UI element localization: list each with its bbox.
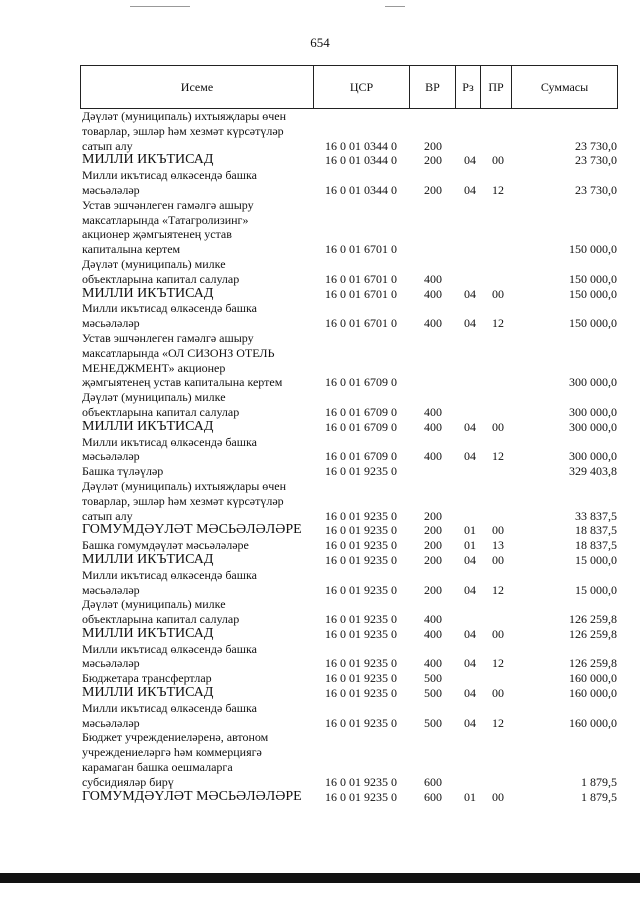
row-name-line: МЕНЕДЖМЕНТ» акционер [82,360,226,375]
row-name [82,790,304,805]
cell-rz: 04 [464,715,476,730]
cell-vr: 600 [424,789,442,804]
cell-vr: 400 [424,419,442,434]
row-name-line: мәсьәләләр [82,182,140,197]
row-name-line: карамаган башка оешмаларга [82,760,233,775]
row-name [82,390,304,420]
cell-csr: 16 0 01 9235 0 [325,774,397,789]
table-row [82,553,622,568]
row-name [82,287,304,302]
cell-csr: 16 0 01 9235 0 [325,715,397,730]
cell-sum: 126 259,8 [569,656,617,671]
row-name [82,168,304,198]
cell-rz: 04 [464,656,476,671]
table-row [82,464,622,479]
cell-csr: 16 0 01 9235 0 [325,671,397,686]
cell-csr: 16 0 01 9235 0 [325,464,397,479]
cell-vr: 200 [424,153,442,168]
cell-vr: 400 [424,449,442,464]
cell-csr: 16 0 01 9235 0 [325,508,397,523]
cell-sum: 33 837,5 [575,508,617,523]
row-name [82,523,304,538]
cell-csr: 16 0 01 9235 0 [325,656,397,671]
cell-sum: 150 000,0 [569,286,617,301]
cell-sum: 15 000,0 [575,582,617,597]
cell-sum: 160 000,0 [569,686,617,701]
cell-csr: 16 0 01 0344 0 [325,182,397,197]
cell-rz: 04 [464,449,476,464]
row-name-line: максатларында «ОЛ СИЗОНЗ ОТЕЛЬ [82,345,275,360]
cell-sum: 18 837,5 [575,538,617,553]
table-row [82,701,622,731]
row-name-line: Милли икътисад өлкәсендә башка [82,168,257,183]
table-row [82,109,622,153]
cell-vr: 200 [424,523,442,538]
row-name-line: МИЛЛИ ИКЪТИСАД [82,152,214,168]
cell-pr: 00 [492,153,504,168]
cell-sum: 23 730,0 [575,138,617,153]
row-name [82,479,304,523]
cell-sum: 300 000,0 [569,375,617,390]
table-row [82,642,622,672]
cell-rz: 01 [464,523,476,538]
row-name-line: МИЛЛИ ИКЪТИСАД [82,625,214,641]
cell-sum: 126 259,8 [569,626,617,641]
cell-sum: 150 000,0 [569,271,617,286]
table-row [82,790,622,805]
cell-csr: 16 0 01 9235 0 [325,612,397,627]
table-row [82,686,622,701]
table-row [82,301,622,331]
row-name-line: товарлар, эшләр һәм хезмәт күрсәтүләр [82,123,284,138]
cell-pr: 00 [492,789,504,804]
cell-csr: 16 0 01 9235 0 [325,582,397,597]
row-name-line: учреждениеләргә һәм коммерциягә [82,745,262,760]
header-vr: ВР [410,66,456,108]
cell-rz: 04 [464,686,476,701]
scan-mark [130,6,190,7]
row-name-line: Дәүләт (муниципаль) ихтыяҗлары өчен [82,109,287,123]
cell-sum: 126 259,8 [569,612,617,627]
cell-csr: 16 0 01 6709 0 [325,419,397,434]
cell-rz: 04 [464,286,476,301]
row-name-line: Дәүләт (муниципаль) ихтыяҗлары өчен [82,478,287,493]
row-name-line: акционер җәмгыятенең устав [82,227,232,242]
row-name-line: Милли икътисад өлкәсендә башка [82,434,257,449]
table-row [82,420,622,435]
row-name [82,257,304,287]
cell-csr: 16 0 01 6709 0 [325,449,397,464]
cell-pr: 00 [492,686,504,701]
row-name-line: МИЛЛИ ИКЪТИСАД [82,551,214,567]
cell-vr: 400 [424,316,442,331]
row-name-line: Дәүләт (муниципаль) милке [82,390,226,405]
row-name [82,627,304,642]
header-rz: Рз [456,66,481,108]
cell-sum: 18 837,5 [575,523,617,538]
row-name [82,420,304,435]
table-row [82,730,622,789]
row-name-line: мәсьәләләр [82,316,140,331]
cell-sum: 300 000,0 [569,404,617,419]
cell-vr: 400 [424,656,442,671]
header-csr: ЦСР [314,66,410,108]
cell-pr: 00 [492,286,504,301]
cell-vr: 500 [424,686,442,701]
row-name [82,671,304,686]
row-name-line: максатларында «Татагролизинг» [82,212,249,227]
table-row [82,435,622,465]
row-name-line: объектларына капитал салулар [82,271,240,286]
row-name [82,642,304,672]
row-name-line: Башка гомумдәүләт мәсьәләләре [82,538,249,553]
cell-pr: 13 [492,538,504,553]
scan-bottom-edge [0,873,640,883]
cell-sum: 1 879,5 [581,789,617,804]
header-name: Исеме [81,66,314,108]
cell-csr: 16 0 01 6701 0 [325,242,397,257]
cell-pr: 12 [492,582,504,597]
cell-vr: 200 [424,182,442,197]
cell-vr: 400 [424,404,442,419]
cell-csr: 16 0 01 6709 0 [325,404,397,419]
row-name [82,686,304,701]
cell-vr: 200 [424,582,442,597]
cell-vr: 600 [424,774,442,789]
row-name [82,301,304,331]
cell-vr: 500 [424,715,442,730]
cell-sum: 150 000,0 [569,242,617,257]
cell-rz: 04 [464,626,476,641]
cell-csr: 16 0 01 9235 0 [325,523,397,538]
cell-csr: 16 0 01 6701 0 [325,316,397,331]
row-name [82,568,304,598]
cell-csr: 16 0 01 0344 0 [325,138,397,153]
cell-pr: 00 [492,523,504,538]
table-row [82,331,622,390]
cell-pr: 12 [492,182,504,197]
cell-pr: 12 [492,316,504,331]
row-name-line: ГОМУМДӘҮЛӘТ МӘСЬӘЛӘЛӘРЕ [82,522,302,538]
cell-pr: 12 [492,656,504,671]
cell-csr: 16 0 01 6709 0 [325,375,397,390]
cell-rz: 04 [464,316,476,331]
cell-vr: 400 [424,626,442,641]
row-name-line: Милли икътисад өлкәсендә башка [82,641,257,656]
cell-pr: 00 [492,552,504,567]
row-name-line: Бюджетара трансфертлар [82,671,212,686]
table-row [82,390,622,420]
cell-vr: 400 [424,286,442,301]
cell-rz: 04 [464,552,476,567]
row-name [82,553,304,568]
row-name [82,701,304,731]
cell-csr: 16 0 01 9235 0 [325,789,397,804]
row-name-line: җәмгыятенең устав капиталына кертем [82,375,283,390]
cell-sum: 1 879,5 [581,774,617,789]
cell-pr: 00 [492,419,504,434]
row-name-line: объектларына капитал салулар [82,404,240,419]
table-row [82,568,622,598]
cell-sum: 160 000,0 [569,715,617,730]
cell-csr: 16 0 01 0344 0 [325,153,397,168]
cell-sum: 15 000,0 [575,552,617,567]
row-name-line: Дәүләт (муниципаль) милке [82,597,226,612]
row-name-line: Устав эшчәнлеген гамәлгә ашыру [82,330,254,345]
cell-sum: 160 000,0 [569,671,617,686]
cell-csr: 16 0 01 9235 0 [325,538,397,553]
row-name-line: товарлар, эшләр һәм хезмәт күрсәтүләр [82,493,284,508]
cell-sum: 23 730,0 [575,182,617,197]
cell-rz: 01 [464,789,476,804]
header-pr: ПР [481,66,512,108]
row-name-line: капиталына кертем [82,242,181,257]
cell-rz: 04 [464,182,476,197]
cell-pr: 12 [492,715,504,730]
cell-rz: 04 [464,419,476,434]
cell-vr: 400 [424,271,442,286]
row-name-line: МИЛЛИ ИКЪТИСАД [82,685,214,701]
row-name-line: Милли икътисад өлкәсендә башка [82,301,257,316]
row-name-line: Милли икътисад өлкәсендә башка [82,567,257,582]
row-name-line: МИЛЛИ ИКЪТИСАД [82,285,214,301]
table-row [82,523,622,538]
table-row [82,627,622,642]
header-sum: Суммасы [540,79,589,94]
table-body [82,109,622,804]
row-name-line: сатып алу [82,138,133,153]
row-name-line: Бюджет учреждениеләренә, автоном [82,730,269,745]
table-header [80,65,618,109]
cell-csr: 16 0 01 9235 0 [325,552,397,567]
cell-rz: 04 [464,153,476,168]
cell-vr: 400 [424,612,442,627]
table-row [82,597,622,627]
cell-csr: 16 0 01 6701 0 [325,271,397,286]
cell-pr: 12 [492,449,504,464]
row-name-line: мәсьәләләр [82,656,140,671]
row-name-line: ГОМУМДӘҮЛӘТ МӘСЬӘЛӘЛӘРЕ [82,788,302,804]
row-name [82,597,304,627]
row-name [82,109,304,153]
table-row [82,198,622,257]
cell-vr: 200 [424,138,442,153]
table-row [82,538,622,553]
row-name-line: МИЛЛИ ИКЪТИСАД [82,418,214,434]
cell-pr: 00 [492,626,504,641]
row-name [82,538,304,553]
row-name-line: Милли икътисад өлкәсендә башка [82,700,257,715]
cell-csr: 16 0 01 6701 0 [325,286,397,301]
table-row [82,671,622,686]
cell-csr: 16 0 01 9235 0 [325,686,397,701]
table-row [82,153,622,168]
row-name-line: сатып алу [82,508,133,523]
row-name-line: объектларына капитал салулар [82,612,240,627]
row-name [82,331,304,390]
table-row [82,287,622,302]
row-name-line: мәсьәләләр [82,715,140,730]
row-name [82,198,304,257]
cell-sum: 150 000,0 [569,316,617,331]
row-name-line: мәсьәләләр [82,449,140,464]
row-name-line: мәсьәләләр [82,582,140,597]
table-row [82,168,622,198]
table-row [82,479,622,523]
cell-vr: 200 [424,508,442,523]
cell-rz: 04 [464,582,476,597]
row-name-line: субсидияләр бирү [82,774,174,789]
row-name-line: Башка түләүләр [82,464,164,479]
cell-vr: 500 [424,671,442,686]
row-name [82,435,304,465]
row-name [82,464,304,479]
cell-sum: 23 730,0 [575,153,617,168]
cell-vr: 200 [424,552,442,567]
cell-vr: 200 [424,538,442,553]
cell-sum: 300 000,0 [569,449,617,464]
row-name-line: Устав эшчәнлеген гамәлгә ашыру [82,197,254,212]
row-name [82,730,304,789]
cell-sum: 329 403,8 [569,464,617,479]
cell-sum: 300 000,0 [569,419,617,434]
table-row [82,257,622,287]
row-name-line: Дәүләт (муниципаль) милке [82,256,226,271]
row-name [82,153,304,168]
cell-rz: 01 [464,538,476,553]
page-number: 654 [310,35,330,50]
cell-csr: 16 0 01 9235 0 [325,626,397,641]
scan-mark [385,6,405,7]
